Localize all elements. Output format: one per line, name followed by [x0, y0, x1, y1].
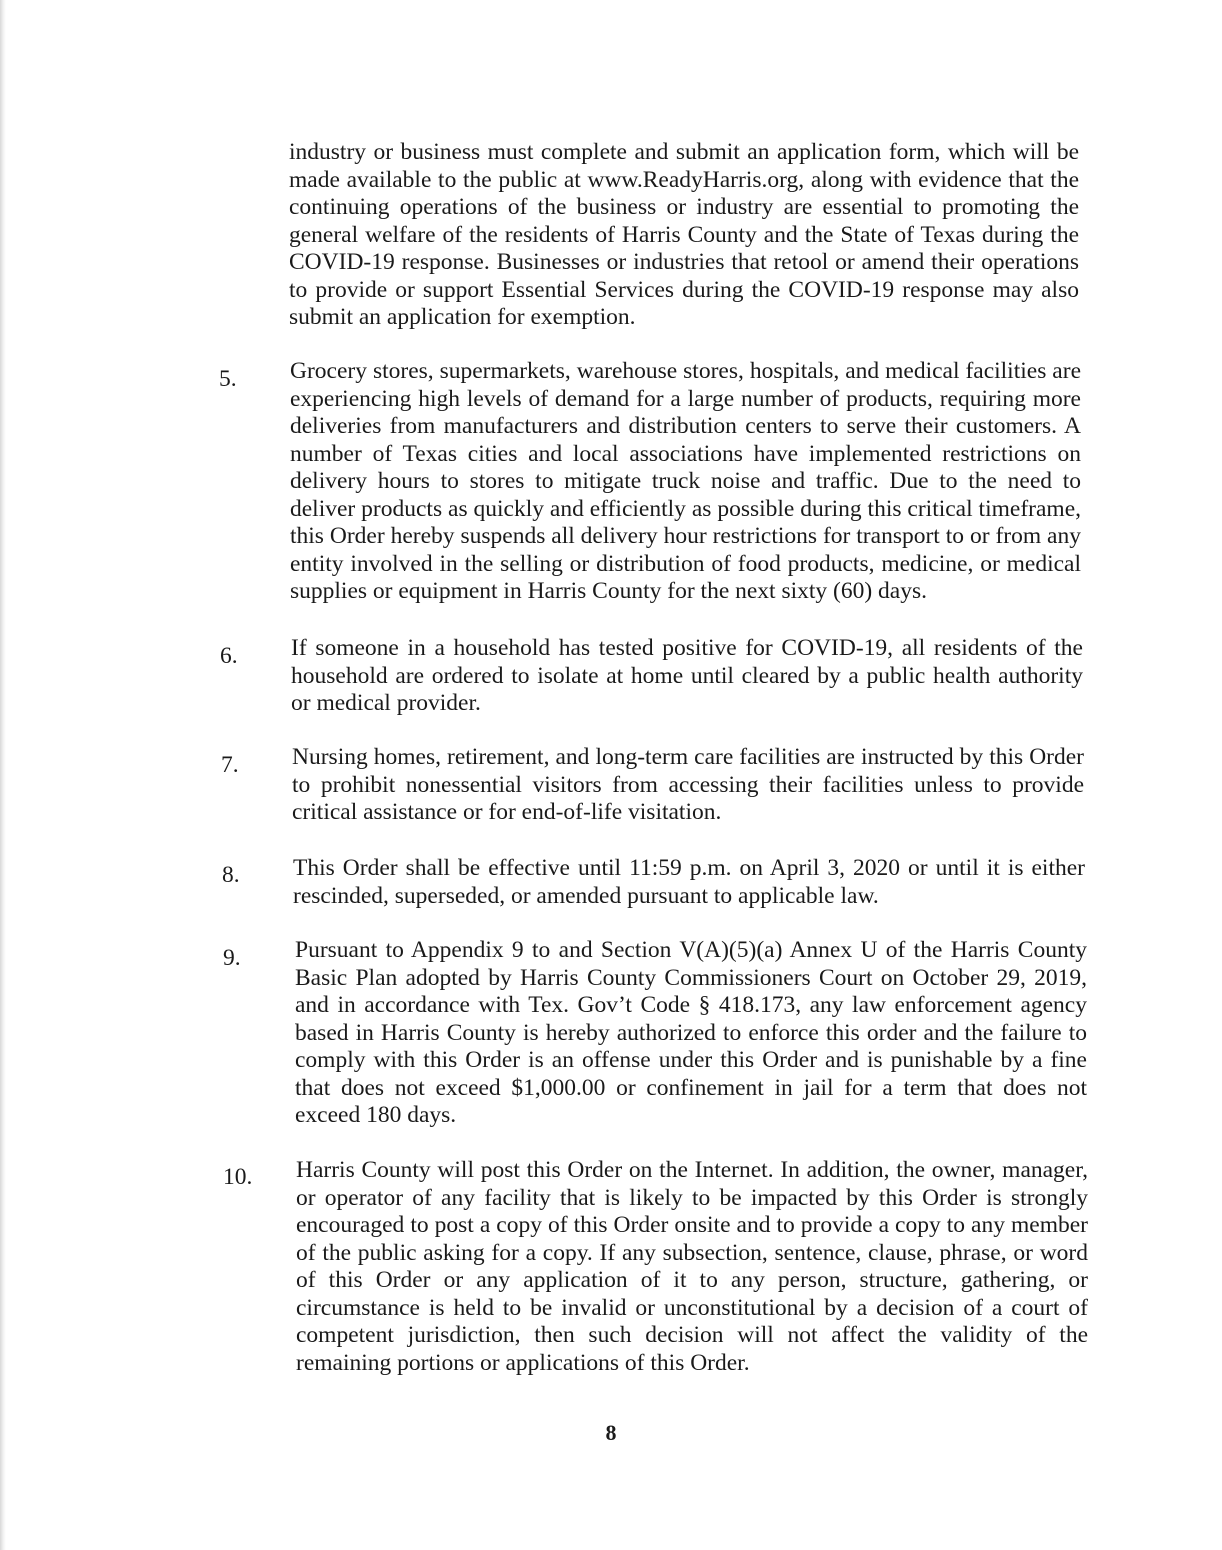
item-number-10: 10.	[223, 1164, 253, 1190]
item-text-10: Harris County will post this Order on the Internet. In addition, the owner, manager, or operator of any facility that is likely to be impacted by this Order is strongly encouraged to post a copy of this Order onsite and to provide a copy to any member of the public asking for a copy. If any subsection, sentence, clause, phrase, or word of this Order or any application of it to any person, structure, gathering, or circumstance is held to be invalid or unconstitutional by a decision of a court of competent jurisdiction, then such decision will not affect the validity of the remaining portions or applications of this Order.	[296, 1157, 1088, 1376]
item-number-5: 5.	[219, 366, 237, 392]
scanned-page-edge	[0, 0, 6, 1550]
page-number: 8	[605, 1420, 617, 1445]
item-text-8: This Order shall be effective until 11:59 p.m. on April 3, 2020 or until it is either rescinded, superseded, or amended pursuant to applicable law.	[293, 855, 1085, 909]
item-text-9: Pursuant to Appendix 9 to and Section V(A)(5)(a) Annex U of the Harris County Basic Plan adopted by Harris County Commissioners Court on October 29, 2019, and in accordance with Tex. Gov’t Code § 418.173, any law enforcement agency based in Harris County is hereby authorized to enforce this order and the failure to comply with this Order is an offense under this Order and is punishable by a fine that does not exceed $1,000.00 or confinement in jail for a term that does not exceed 180 days.	[295, 937, 1087, 1128]
item-number-6: 6.	[220, 643, 238, 669]
item-number-8: 8.	[222, 862, 240, 888]
item-text-6: If someone in a household has tested positive for COVID-19, all residents of the household are ordered to isolate at home until cleared by a public health authority or medical provider.	[291, 635, 1083, 716]
item-number-9: 9.	[223, 945, 241, 971]
item-text-5: Grocery stores, supermarkets, warehouse stores, hospitals, and medical facilities are experiencing high levels of demand for a large number of products, requiring more deliveries from manufacturers and distribution centers to serve their customers. A number of Texas cities and local associations have implemented restrictions on delivery hours to stores to mitigate truck noise and traffic. Due to the need to deliver products as quickly and efficiently as possible during this critical timeframe, this Order hereby suspends all delivery hour restrictions for transport to or from any entity involved in the selling or distribution of food products, medicine, or medical supplies or equipment in Harris County for the next sixty (60) days.	[290, 358, 1081, 604]
item-text-7: Nursing homes, retirement, and long-term care facilities are instructed by this Order to prohibit nonessential visitors from accessing their facilities unless to provide critical assistance or for end-of-life visitation.	[292, 744, 1084, 825]
intro-paragraph: industry or business must complete and submit an application form, which will be made available to the public at www.ReadyHarris.org, along with evidence that the continuing operations of the business or industry are essential to promoting the general welfare of the residents of Harris County and the State of Texas during the COVID-19 response. Businesses or industries that retool or amend their operations to provide or support Essential Services during the COVID-19 response may also submit an application for exemption.	[289, 139, 1079, 330]
item-number-7: 7.	[221, 752, 239, 778]
